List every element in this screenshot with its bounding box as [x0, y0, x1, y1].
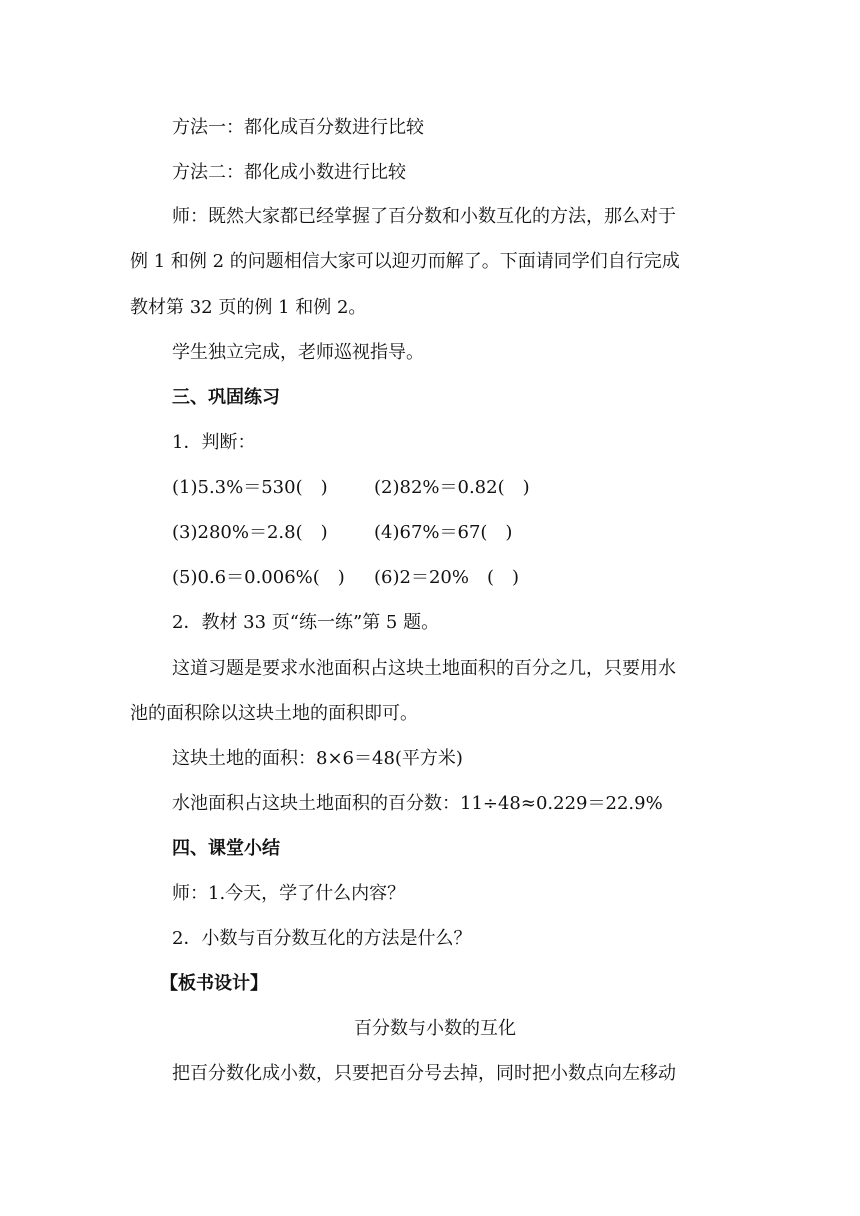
summary-question-2: 2．小数与百分数互化的方法是什么？ — [172, 928, 472, 949]
judge-item-4: (4)67%＝67( ) — [374, 522, 513, 543]
teacher-paragraph-line-1: 师：既然大家都已经掌握了百分数和小数互化的方法，那么对于 — [172, 206, 676, 227]
teacher-paragraph-line-2: 例 1 和例 2 的问题相信大家可以迎刃而解了。下面请同学们自行完成 — [130, 251, 680, 272]
judge-item-2: (2)82%＝0.82( ) — [374, 477, 530, 498]
student-work-line: 学生独立完成，老师巡视指导。 — [172, 342, 424, 363]
method-two: 方法二：都化成小数进行比较 — [172, 162, 406, 183]
explanation-line-2: 池的面积除以这块土地的面积即可。 — [130, 703, 418, 724]
board-design-title: 百分数与小数的互化 — [354, 1018, 516, 1039]
judge-item-6: (6)2＝20% ( ) — [374, 567, 520, 588]
question-one-label: 1．判断： — [172, 432, 256, 453]
section-heading-practice: 三、巩固练习 — [172, 387, 280, 408]
board-design-heading: 【板书设计】 — [160, 973, 268, 994]
method-one: 方法一：都化成百分数进行比较 — [172, 117, 424, 138]
conversion-rule-line: 把百分数化成小数，只要把百分号去掉，同时把小数点向左移动 — [172, 1063, 676, 1084]
explanation-line-1: 这道习题是要求水池面积占这块土地面积的百分之几，只要用水 — [172, 658, 676, 679]
teacher-paragraph-line-3: 教材第 32 页的例 1 和例 2。 — [130, 297, 367, 318]
question-two-label: 2．教材 33 页“练一练”第 5 题。 — [172, 612, 440, 633]
land-area-line: 这块土地的面积：8×6＝48(平方米) — [172, 748, 463, 769]
section-heading-summary: 四、课堂小结 — [172, 838, 280, 859]
judge-item-5: (5)0.6＝0.006%( ) — [172, 567, 345, 588]
pool-percentage-line: 水池面积占这块土地面积的百分数：11÷48≈0.229＝22.9% — [172, 793, 663, 814]
judge-item-3: (3)280%＝2.8( ) — [172, 522, 328, 543]
judge-item-1: (1)5.3%＝530( ) — [172, 477, 328, 498]
summary-question-1: 师：1.今天，学了什么内容？ — [172, 883, 406, 904]
